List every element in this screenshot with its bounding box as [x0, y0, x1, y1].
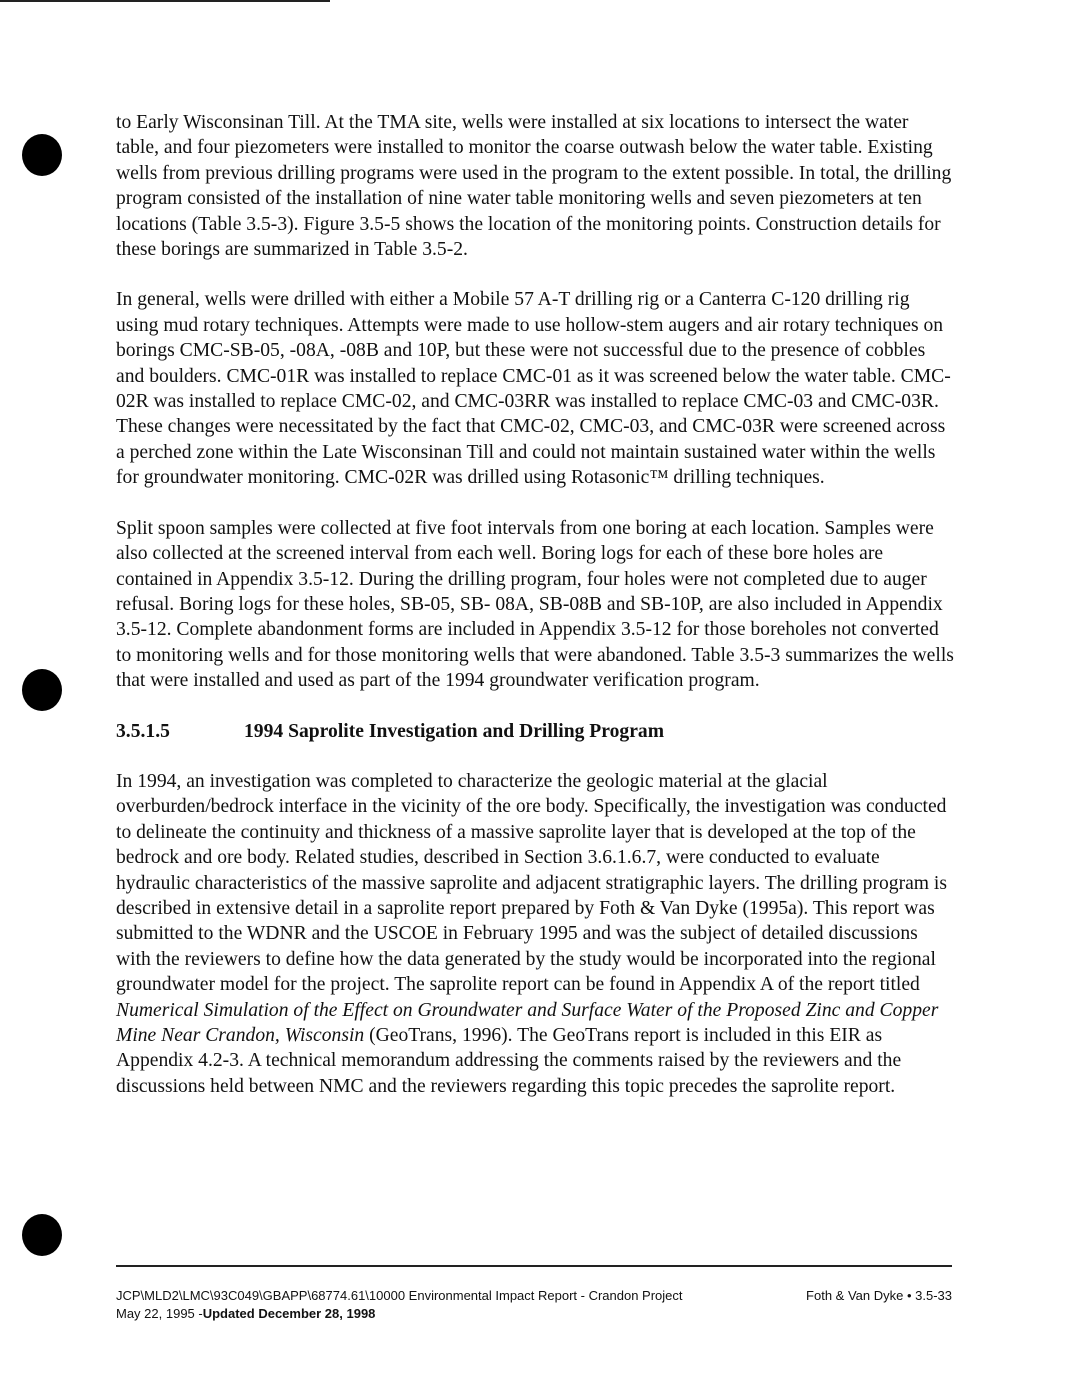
footer-path-title: JCP\MLD2\LMC\93C049\GBAPP\68774.61\10000 Environmental Impact Report - Crandon Project [116, 1288, 683, 1303]
footer-rule [116, 1265, 952, 1267]
binder-hole-middle [22, 669, 62, 711]
section-number: 3.5.1.5 [116, 720, 170, 742]
binder-hole-bottom [22, 1214, 62, 1256]
footer-updated-date: Updated December 28, 1998 [202, 1306, 376, 1321]
binder-hole-top [22, 134, 62, 176]
paragraph-1: to Early Wisconsinan Till. At the TMA site, wells were installed at six locations to intersect the water table, and four piezometers were installed to monitor the coarse outwash below the water table. Existing wells from previous drilling programs were used in the program to the extent possible. In total, the drilling program consisted of the installation of nine water table monitoring wells and seven piezometers at ten locations (Table 3.5-3). Figure 3.5-5 shows the location of the monitoring points. Construction details for these borings are summarized in Table 3.5-2. [116, 112, 952, 261]
paragraph-4-start: In 1994, an investigation was completed to characterize the geologic material at the glacial overburden/bedrock interface in the vicinity of the ore body. Specifically, the investigation was conducted to delineate the continuity and thickness of a massive saprolite layer that is developed at the top of the bedrock and ore body. Related studies, described in Section 3.6.1.6.7, were conducted to evaluate hydraulic characteristics of the massive saprolite and adjacent stratigraphic layers. The drilling program is described in extensive detail in a saprolite report prepared by Foth & Van Dyke (1995a). This report was submitted to the WDNR and the USCOE in February 1995 and was the subject of detailed discussions with the reviewers to define how the data generated by the study would be incorporated into the regional groundwater model for the project. The saprolite report can be found in Appendix A of the report titled [116, 770, 947, 996]
footer-date: May 22, 1995 - [116, 1306, 203, 1321]
page-footer [116, 1287, 952, 1323]
section-title: 1994 Saprolite Investigation and Drilling Program [244, 720, 665, 742]
paragraph-2: In general, wells were drilled with either a Mobile 57 A-T drilling rig or a Canterra C-120 drilling rig using mud rotary techniques. Attempts were made to use hollow-stem augers and air rotary techniques on borings CMC-SB-05, -08A, -08B and 10P, but these were not successful due to the presence of cobbles and boulders. CMC-01R was installed to replace CMC-01 as it was screened below the water table. CMC-02R was installed to replace CMC-02, and CMC-03RR was installed to replace CMC-03 and CMC-03R. These changes were necessitated by the fact that CMC-02, CMC-03, and CMC-03R were screened across a perched zone within the Late Wisconsinan Till and could not maintain sustained water within the wells for groundwater monitoring. CMC-02R was drilled using Rotasonic™ drilling techniques. [116, 289, 951, 489]
top-rule [0, 0, 330, 2]
section-heading [116, 719, 956, 744]
paragraph-4 [116, 769, 956, 1099]
page-body [116, 110, 956, 1124]
paragraph-4-end: (GeoTrans, 1996). The GeoTrans report is included in this EIR as Appendix 4.2-3. A technical memorandum addressing the comments raised by the reviewers and the discussions held between NMC and the reviewers regarding this topic precedes the saprolite report. [116, 1025, 902, 1097]
footer-page-ref: Foth & Van Dyke • 3.5-33 [806, 1288, 952, 1303]
report-title-italic: Numerical Simulation of the Effect on Groundwater and Surface Water of the Proposed Zinc and Copper Mine Near Crandon, Wisconsin [116, 999, 939, 1046]
paragraph-3: Split spoon samples were collected at five foot intervals from one boring at each location. Samples were also collected at the screened interval from each well. Boring logs for each of these bore holes are contained in Appendix 3.5-12. During the drilling program, four holes were not completed due to auger refusal. Boring logs for these holes, SB-05, SB- 08A, SB-08B and SB-10P, are also included in Appendix 3.5-12. Complete abandonment forms are included in Appendix 3.5-12 for those boreholes not converted to monitoring wells and for those monitoring wells that were abandoned. Table 3.5-3 summarizes the wells that were installed and used as part of the 1994 groundwater verification program. [116, 517, 954, 692]
